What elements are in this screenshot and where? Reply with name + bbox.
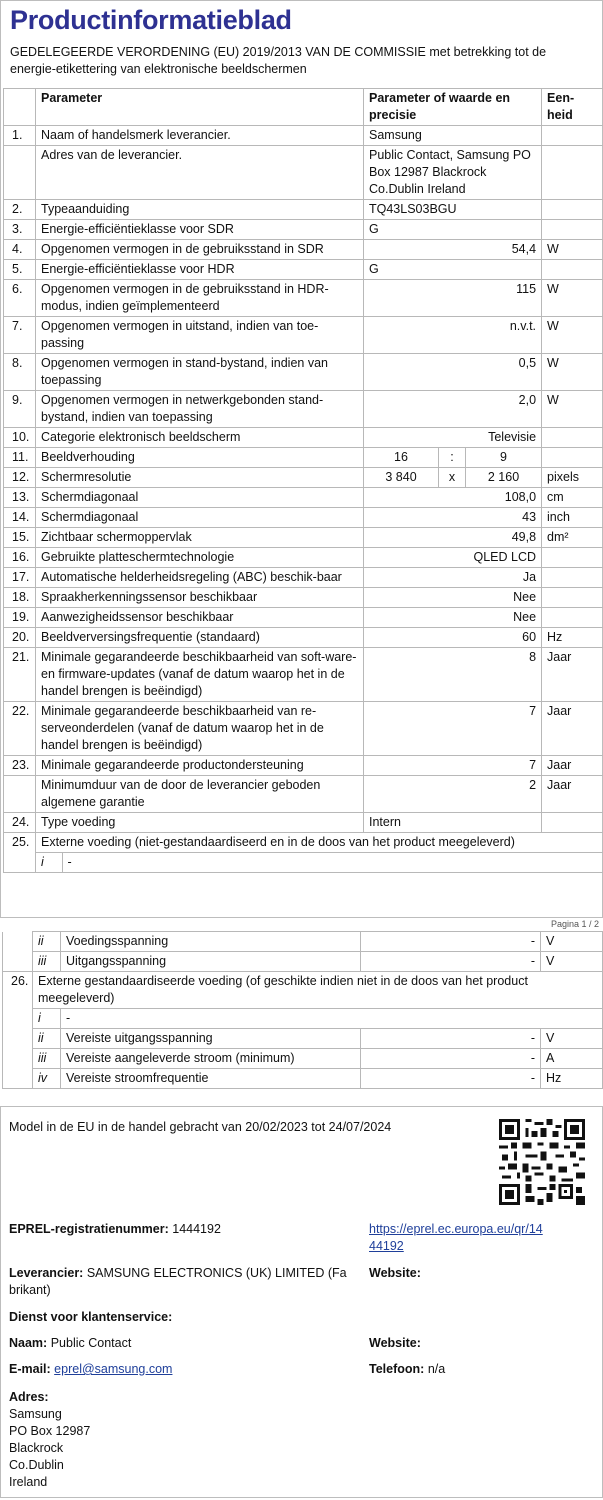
sub-value: - [361,932,541,952]
row-number: 17. [4,568,36,588]
eprel-registration [9,1221,221,1238]
eprel-info-box [0,1106,603,1498]
sub-index: ii [33,1029,61,1049]
row-number: 25. [4,833,36,853]
row-parameter: Opgenomen vermogen in stand-bystand, indien van toepassing [36,354,364,391]
header-value: Parameter of waarde en precisie [364,89,542,126]
row-parameter: Minimumduur van de door de leverancier geboden algemene garantie [36,776,364,813]
sub-label: Uitgangsspanning [61,952,361,972]
row-parameter: Zichtbaar schermoppervlak [36,528,364,548]
row-value: Nee [364,608,542,628]
row-number: 26. [3,972,33,1009]
table-row [4,588,603,608]
row-number: 3. [4,220,36,240]
row-parameter: Energie-efficiëntieklasse voor HDR [36,260,364,280]
row-number [4,776,36,813]
email-label: E-mail: [9,1362,51,1376]
table-row-25 [4,833,603,853]
product-info-table [3,88,603,873]
supplier-value-cont: brikant) [9,1283,51,1297]
row-parameter: Schermdiagonaal [36,508,364,528]
email-link[interactable]: eprel@samsung.com [54,1362,173,1376]
service-website-label: Website: [369,1336,421,1350]
row-unit: Jaar [542,776,603,813]
row-number: 20. [4,628,36,648]
table-row-26-sub [3,1049,603,1069]
supplier-value: SAMSUNG ELECTRONICS (UK) LIMITED (Fa [86,1266,347,1280]
table-row [4,200,603,220]
empty-cell [3,932,33,952]
table-row [4,317,603,354]
sub-unit: V [541,1029,603,1049]
row-unit: inch [542,508,603,528]
row-number: 23. [4,756,36,776]
row-parameter: Minimale gegarandeerde beschikbaarheid van re-serveonderdelen (vanaf de datum waarop het in de handel brengen is beëindigd) [36,702,364,756]
row-value: Intern [364,813,542,833]
table-row [4,468,603,488]
row-unit: Jaar [542,648,603,702]
table-row [4,260,603,280]
row-unit: cm [542,488,603,508]
address-line: Blackrock [9,1441,64,1455]
row-parameter: Typeaanduiding [36,200,364,220]
table-row [4,508,603,528]
table-row [4,240,603,260]
row-parameter: Externe voeding (niet-gestandaardiseerd en in de doos van het product meegeleverd) [36,833,603,853]
eprel-label: EPREL-registratienummer: [9,1222,169,1236]
row-parameter: Categorie elektronisch beeldscherm [36,428,364,448]
table-row [4,568,603,588]
row-value-separator: : [439,448,466,468]
contact-email [9,1361,172,1378]
empty-cell [3,1049,33,1069]
model-dates-text: Model in de EU in de handel gebracht van 20/02/2023 tot 24/07/2024 [9,1120,392,1134]
page-title: Productinformatieblad [10,5,292,35]
contact-name [9,1335,131,1352]
row-parameter: Spraakherkenningssensor beschikbaar [36,588,364,608]
table-row-26-sub [3,1069,603,1089]
table-row-26-i [3,1009,603,1029]
row-parameter: Adres van de leverancier. [36,146,364,200]
row-parameter: Minimale gegarandeerde productondersteuning [36,756,364,776]
sub-label: Vereiste uitgangsspanning [61,1029,361,1049]
address-line: Samsung [9,1407,62,1421]
row-number: 7. [4,317,36,354]
row-value: Ja [364,568,542,588]
table-row [4,648,603,702]
phone-label: Telefoon: [369,1362,425,1376]
row-unit [542,813,603,833]
row-unit [542,126,603,146]
address-line: PO Box 12987 [9,1424,91,1438]
table-row [4,776,603,813]
row-unit: W [542,280,603,317]
empty-cell [3,1029,33,1049]
row-parameter: Schermresolutie [36,468,364,488]
table-row [4,756,603,776]
sub-index: iii [33,1049,61,1069]
row-value: Samsung [364,126,542,146]
row-parameter: Naam of handelsmerk leverancier. [36,126,364,146]
row-number: 13. [4,488,36,508]
eprel-link-line-2: 44192 [369,1239,404,1253]
sub-value: - [61,1009,603,1029]
row-number: 4. [4,240,36,260]
row-value-1: 3 840 [364,468,439,488]
row-unit: W [542,354,603,391]
row-value: 49,8 [364,528,542,548]
row-value: 54,4 [364,240,542,260]
row-value: 0,5 [364,354,542,391]
eprel-link-line-1: https://eprel.ec.europa.eu/qr/14 [369,1222,543,1236]
row-number: 11. [4,448,36,468]
empty-cell [3,952,33,972]
row-parameter: Opgenomen vermogen in de gebruiksstand in SDR [36,240,364,260]
row-parameter: Gebruikte platteschermtechnologie [36,548,364,568]
row-parameter: Type voeding [36,813,364,833]
row-number: 14. [4,508,36,528]
table-row [4,428,603,448]
supplier-website-label: Website: [369,1266,421,1280]
row-value-2: 2 160 [466,468,542,488]
sub-index: i [36,853,62,872]
row-parameter: Minimale gegarandeerde beschikbaarheid van soft-ware- en firmware-updates (vanaf de datum waarop het in de handel brengen is beëindigd) [36,648,364,702]
customer-service-heading: Dienst voor klantenservice: [9,1310,173,1324]
row-value: Public Contact, Samsung PO Box 12987 Blackrock Co.Dublin Ireland [364,146,542,200]
row-number: 21. [4,648,36,702]
sub-value: - [361,1069,541,1089]
row-unit [542,588,603,608]
row-value: 108,0 [364,488,542,508]
page-number: Pagina 1 / 2 [550,919,599,929]
row-value: 115 [364,280,542,317]
row-value: Nee [364,588,542,608]
row-value: G [364,220,542,240]
row-value: 60 [364,628,542,648]
row-value: 7 [364,702,542,756]
row-number: 18. [4,588,36,608]
row-unit: W [542,240,603,260]
row-value: 2,0 [364,391,542,428]
row-value: Televisie [364,428,542,448]
sub-index: iii [33,952,61,972]
contact-address [9,1389,90,1491]
table-row [4,548,603,568]
table-row [4,220,603,240]
row-unit [542,548,603,568]
sub-label: Vereiste aangeleverde stroom (minimum) [61,1049,361,1069]
row-number: 10. [4,428,36,448]
row-value: TQ43LS03BGU [364,200,542,220]
sub-index: ii [33,932,61,952]
table-row [4,702,603,756]
row-unit: dm² [542,528,603,548]
row-number: 19. [4,608,36,628]
row-number: 1. [4,126,36,146]
row-unit: Jaar [542,702,603,756]
row-value: 8 [364,648,542,702]
eprel-link[interactable] [369,1221,543,1255]
row-value: 43 [364,508,542,528]
row-unit [542,568,603,588]
header-num-cell [4,89,36,126]
eprel-value: 1444192 [172,1222,221,1236]
table-row-25-sub [3,932,603,952]
name-value: Public Contact [50,1336,132,1350]
row-value-1: 16 [364,448,439,468]
row-value: n.v.t. [364,317,542,354]
row-unit [542,428,603,448]
row-unit [542,220,603,240]
row-number: 15. [4,528,36,548]
row-number: 5. [4,260,36,280]
table-row-26 [3,972,603,1009]
row-unit [542,200,603,220]
sub-label: Voedingsspanning [61,932,361,952]
table-row [4,488,603,508]
empty-cell [3,1069,33,1089]
table-body [4,126,603,833]
row-unit [542,448,603,468]
address-label: Adres: [9,1390,49,1404]
table-row [4,280,603,317]
sub-unit: A [541,1049,603,1069]
row-unit [542,608,603,628]
name-label: Naam: [9,1336,48,1350]
row-number: 6. [4,280,36,317]
row-parameter: Aanwezigheidssensor beschikbaar [36,608,364,628]
row-parameter: Beeldverhouding [36,448,364,468]
sub-value: - [361,1049,541,1069]
table-row [4,448,603,468]
sub-unit: Hz [541,1069,603,1089]
sub-unit: V [541,952,603,972]
table-row [4,126,603,146]
address-line: Co.Dublin [9,1458,64,1472]
table-row [4,391,603,428]
supplier-info [9,1265,354,1299]
sub-unit: V [541,932,603,952]
sub-index: i [33,1009,61,1029]
row-number: 24. [4,813,36,833]
row-unit: Jaar [542,756,603,776]
sub-index: iv [33,1069,61,1089]
header-parameter: Parameter [36,89,364,126]
table-row [4,146,603,200]
row-parameter: Energie-efficiëntieklasse voor SDR [36,220,364,240]
contact-phone [369,1361,445,1378]
row-value: 2 [364,776,542,813]
sub-label: Vereiste stroomfrequentie [61,1069,361,1089]
row-parameter: Opgenomen vermogen in netwerkgebonden stand-bystand, indien van toepassing [36,391,364,428]
sub-value: - [361,952,541,972]
empty-cell [4,853,36,873]
row-number: 8. [4,354,36,391]
row-parameter: Schermdiagonaal [36,488,364,508]
row-unit [542,260,603,280]
phone-value: n/a [427,1362,446,1376]
row-unit: Hz [542,628,603,648]
address-line: Ireland [9,1475,48,1489]
row-unit: W [542,317,603,354]
row-unit: pixels [542,468,603,488]
row-number: 16. [4,548,36,568]
table-row [4,528,603,548]
table-row-25-i [4,853,603,873]
row-value-2: 9 [466,448,542,468]
row-number: 9. [4,391,36,428]
supplier-label: Leverancier: [9,1266,84,1280]
regulation-subtitle: GEDELEGEERDE VERORDENING (EU) 2019/2013 VAN DE COMMISSIE met betrekking tot de energie-etikettering van elektronische beeldschermen [10,45,547,76]
row-unit [542,146,603,200]
table-row [4,628,603,648]
table-row [4,354,603,391]
table-row-26-sub [3,1029,603,1049]
row-unit: W [542,391,603,428]
row-number: 12. [4,468,36,488]
row-parameter: Opgenomen vermogen in uitstand, indien van toe-passing [36,317,364,354]
row-parameter: Opgenomen vermogen in de gebruiksstand in HDR-modus, indien geïmplementeerd [36,280,364,317]
header-unit: Een-heid [542,89,603,126]
row-parameter: Externe gestandaardiseerde voeding (of geschikte indien niet in de doos van het product meegeleverd) [33,972,603,1009]
product-info-table-continued [2,931,603,1089]
empty-cell [3,1009,33,1029]
table-row [4,813,603,833]
row-value-separator: x [439,468,466,488]
row-number [4,146,36,200]
table-row [4,608,603,628]
row-value: G [364,260,542,280]
row-number: 22. [4,702,36,756]
sub-value: - [67,855,72,869]
row-parameter: Beeldverversingsfrequentie (standaard) [36,628,364,648]
table-row-25-sub [3,952,603,972]
row-parameter: Automatische helderheidsregeling (ABC) beschik-baar [36,568,364,588]
row-number: 2. [4,200,36,220]
table-header-row [4,89,603,126]
row-value: QLED LCD [364,548,542,568]
row-value: 7 [364,756,542,776]
sub-value: - [361,1029,541,1049]
qr-code-icon [499,1119,585,1205]
